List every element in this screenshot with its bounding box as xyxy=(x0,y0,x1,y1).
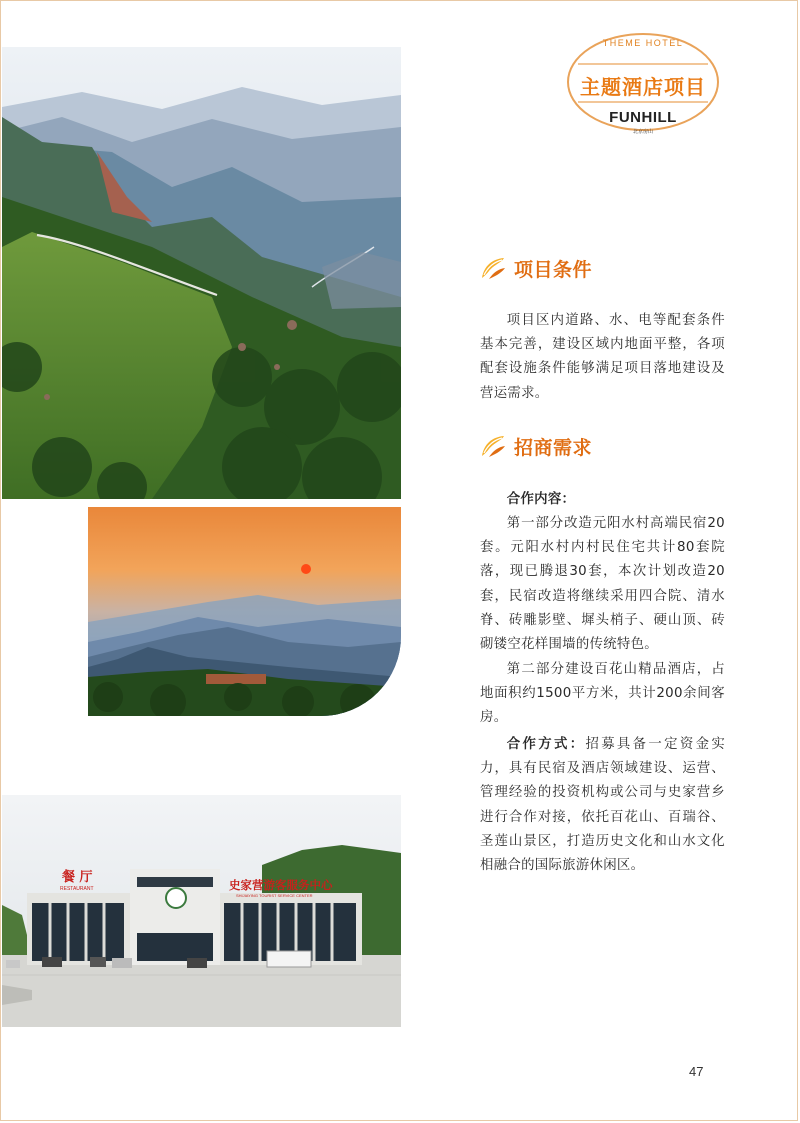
sunset-mountain-photo xyxy=(88,507,401,716)
section-title: 项目条件 xyxy=(514,258,593,281)
conditions-body: 项目区内道路、水、电等配套条件基本完善，建设区域内地面平整，各项配套设施条件能够满足项目落地建设及营运需求。 xyxy=(480,313,725,401)
section-heading-conditions xyxy=(480,253,592,283)
cooperation-content-label: 合作内容： xyxy=(506,492,576,507)
tourist-service-center-photo xyxy=(2,795,401,1027)
cooperation-part-one: 第一部分改造元阳水村高端民宿20套。元阳水村内村民住宅共计80套院落，现已腾退30套，本次计划改造20套，民宿改造将继续采用四合院、清水脊、砖雕影壁、墀头梢子、硬山顶、砖砌镂空花样围墙的传统特色。 xyxy=(480,516,725,653)
cooperation-method-text: 招募具备一定资金实力，具有民宿及酒店领域建设、运营、管理经验的投资机构或公司与史家营乡进行合作对接，依托百花山、百瑞谷、圣莲山景区，打造历史文化和山水文化相融合的国际旅游休闲区。 xyxy=(480,737,726,874)
stripe-leaf-icon xyxy=(480,434,506,458)
cooperation-method-label: 合作方式： xyxy=(506,737,586,752)
service-center-sign-en: SHIJIAYING TOURIST SERVICE CENTER xyxy=(236,893,313,898)
section-title: 招商需求 xyxy=(514,436,593,459)
logo-main-text: 主题酒店项目 xyxy=(580,75,706,99)
mountain-aerial-photo xyxy=(2,47,401,499)
restaurant-sign-en: RESTAURANT xyxy=(60,886,94,892)
logo-brand-text: FUNHILL xyxy=(609,109,677,126)
stripe-leaf-icon xyxy=(480,256,506,280)
cooperation-part-two: 第二部分建设百花山精品酒店，占地面积约1500平方米，共计200余间客房。 xyxy=(480,662,725,726)
section-heading-investment xyxy=(480,431,592,461)
restaurant-sign: 餐 厅 xyxy=(62,870,93,885)
service-center-sign: 史家营游客服务中心 xyxy=(229,878,333,892)
theme-hotel-logo xyxy=(558,27,728,137)
cooperation-method xyxy=(480,733,725,878)
logo-top-text: THEME HOTEL xyxy=(602,38,684,48)
page-number: 47 xyxy=(689,1064,704,1079)
logo-sub-text: 北京房山 xyxy=(632,129,653,135)
